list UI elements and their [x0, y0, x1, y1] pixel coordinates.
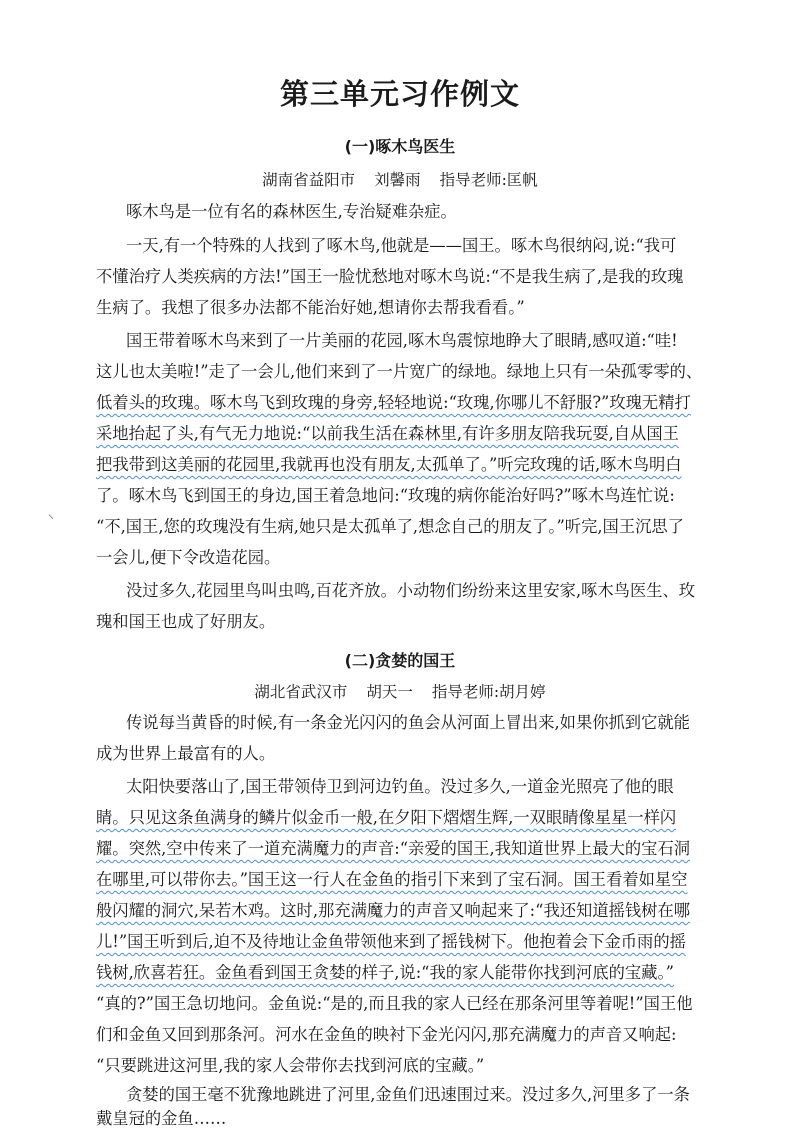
s2-line-10: “真的?”国王急切地问。金鱼说:“是的,而且我的家人已经在那条河里等着呢!”国王他 — [96, 994, 693, 1013]
s1-line-10: 了。啄木鸟飞到国王的身边,国王着急地问:“玫瑰的病你能治好吗?”啄木鸟连忙说: — [96, 486, 675, 505]
s2-line-2: 成为世界上最富有的人。 — [96, 744, 276, 763]
s1-line-9: 把我带到这美丽的花园里,我就再也没有朋友,太孤单了。”听完玫瑰的话,啄木鸟明白 — [96, 455, 682, 474]
s1-line-6 — [96, 363, 708, 381]
s2-line-9: 钱树,欣喜若狂。金鱼看到国王贪婪的样子,说:“我的家人能带你找到河底的宝藏。” — [96, 963, 674, 982]
margin-mark: ⸌ — [48, 512, 55, 526]
s2-line-14: 戴皇冠的金鱼…… — [96, 1109, 227, 1128]
s1-line-11: “不,国王,您的玫瑰没有生病,她只是太孤单了,想念自己的朋友了。”听完,国王沉思了 — [96, 517, 684, 536]
s2-line-4: 睛。只见这条鱼满身的鳞片似金币一般,在夕阳下熠熠生辉,一双眼睛像星星一样闪 — [96, 808, 677, 827]
s1-line-5: 国王带着啄木鸟来到了一片美丽的花园,啄木鸟震惊地睁大了眼睛,感叹道:“哇! — [126, 331, 678, 350]
s1-line-8: 采地抬起了头,有气无力地说:“以前我生活在森林里,有许多朋友陪我玩耍,自从国王 — [96, 424, 679, 443]
s1-line-4: 生病了。我想了很多办法都不能治好她,想请你去帮我看看。” — [96, 298, 525, 317]
s2-line-11: 们和金鱼又回到那条河。河水在金鱼的映衬下金光闪闪,那充满魔力的声音又响起: — [96, 1025, 677, 1044]
s2-line-1: 传说每当黄昏的时候,有一条金光闪闪的鱼会从河面上冒出来,如果你抓到它就能 — [126, 713, 690, 732]
s1-line-1: 啄木鸟是一位有名的森林医生,专治疑难杂症。 — [126, 202, 457, 221]
section-2-location: 湖北省武汉市 — [254, 683, 348, 701]
s1-line-2: 一天,有一个特殊的人找到了啄木鸟,他就是——国王。啄木鸟很纳闷,说:“我可 — [126, 236, 677, 255]
section-1-teacher: 指导老师:匡帆 — [439, 171, 538, 189]
section-1-author: 刘馨雨 — [374, 171, 421, 189]
s2-line-12: “只要跳进这河里,我的家人会带你去找到河底的宝藏。” — [96, 1056, 485, 1075]
s2-line-7: 般闪耀的洞穴,呆若木鸡。这时,那充满魔力的声音又响起来了:“我还知道摇钱树在哪 — [96, 901, 691, 920]
section-2-teacher: 指导老师:胡月婷 — [431, 683, 546, 701]
section-2-author: 胡天一 — [366, 683, 413, 701]
s1-line-7: 低着头的玫瑰。啄木鸟飞到玫瑰的身旁,轻轻地说:“玫瑰,你哪儿不舒服?”玫瑰无精打 — [96, 393, 691, 412]
s1-line-14: 瑰和国王也成了好朋友。 — [96, 612, 276, 631]
s2-line-3: 太阳快要落山了,国王带领侍卫到河边钓鱼。没过多久,一道金光照亮了他的眼 — [126, 777, 674, 796]
section-1-location: 湖南省益阳市 — [262, 171, 356, 189]
s1-line-3: 不懂治疗人类疾病的方法!”国王一脸忧愁地对啄木鸟说:“不是我生病了,是我的玫瑰 — [96, 267, 684, 286]
page-title: 第三单元习作例文 — [279, 77, 520, 111]
s1-line-6-text: 这儿也太美啦!”走了一会儿,他们来到了一片宽广的绿地。绿地上只有一朵孤零零的、 — [96, 362, 703, 381]
s1-line-12: 一会儿,便下令改造花园。 — [96, 548, 281, 567]
s2-line-8: 儿!”国王听到后,迫不及待地让金鱼带领他来到了摇钱树下。他抱着会下金币雨的摇 — [96, 932, 686, 951]
s2-line-5: 耀。突然,空中传来了一道充满魔力的声音:“亲爱的国王,我知道世界上最大的宝石洞 — [96, 839, 691, 858]
section-2-byline — [0, 680, 800, 702]
s2-line-13: 贪婪的国王毫不犹豫地跳进了河里,金鱼们迅速围过来。没过多久,河里多了一条 — [126, 1085, 690, 1104]
section-2-heading: (二)贪婪的国王 — [344, 651, 456, 670]
s1-line-13: 没过多久,花园里鸟叫虫鸣,百花齐放。小动物们纷纷来这里安家,啄木鸟医生、玫 — [126, 581, 696, 600]
s2-line-6: 在哪里,可以带你去。”国王这一行人在金鱼的指引下来到了宝石洞。国王看着如星空 — [96, 870, 688, 889]
section-1-byline — [0, 168, 800, 190]
section-1-heading: (一)啄木鸟医生 — [344, 137, 456, 156]
